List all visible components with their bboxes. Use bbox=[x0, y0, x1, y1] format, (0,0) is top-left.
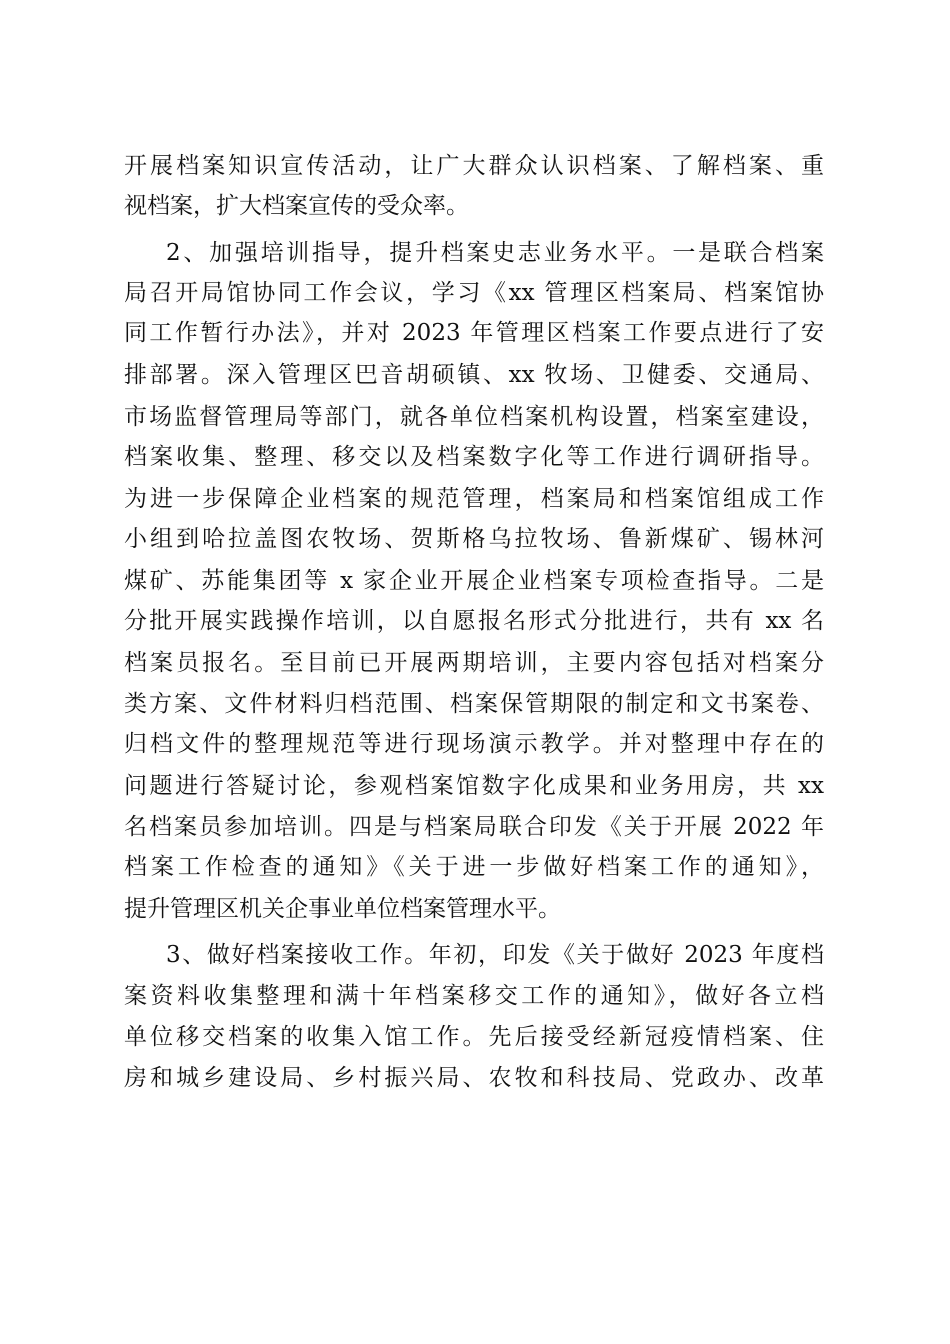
text-line-17: 名档案员参加培训。四是与档案局联合印发《关于开展 2022 年 bbox=[124, 814, 824, 840]
text-line-22: 单位移交档案的收集入馆工作。先后接受经新冠疫情档案、住 bbox=[124, 1024, 824, 1050]
text-line-10: 小组到哈拉盖图农牧场、贺斯格乌拉牧场、鲁新煤矿、锡林河 bbox=[124, 526, 824, 552]
text-line-12: 分批开展实践操作培训，以自愿报名形式分批进行，共有 xx 名 bbox=[124, 608, 824, 634]
text-line-15: 归档文件的整理规范等进行现场演示教学。并对整理中存在的 bbox=[124, 731, 824, 757]
text-line-13: 档案员报名。至目前已开展两期培训，主要内容包括对档案分 bbox=[124, 650, 824, 676]
text-line-6: 排部署。深入管理区巴音胡硕镇、xx 牧场、卫健委、交通局、 bbox=[124, 362, 824, 388]
text-line-7: 市场监督管理局等部门，就各单位档案机构设置，档案室建设， bbox=[124, 404, 824, 430]
text-line-3: 2、加强培训指导，提升档案史志业务水平。一是联合档案 bbox=[166, 240, 824, 266]
text-line-2: 视档案，扩大档案宣传的受众率。 bbox=[124, 193, 469, 219]
text-line-19: 提升管理区机关企事业单位档案管理水平。 bbox=[124, 896, 561, 922]
text-line-8: 档案收集、整理、移交以及档案数字化等工作进行调研指导。 bbox=[124, 444, 824, 470]
text-line-4: 局召开局馆协同工作会议，学习《xx 管理区档案局、档案馆协 bbox=[124, 280, 824, 306]
text-line-21: 案资料收集整理和满十年档案移交工作的通知》，做好各立档 bbox=[124, 983, 824, 1009]
text-line-20: 3、做好档案接收工作。年初，印发《关于做好 2023 年度档 bbox=[166, 942, 824, 968]
text-line-11: 煤矿、苏能集团等 x 家企业开展企业档案专项检查指导。二是 bbox=[124, 568, 824, 594]
text-line-9: 为进一步保障企业档案的规范管理，档案局和档案馆组成工作 bbox=[124, 486, 824, 512]
text-line-18: 档案工作检查的通知》《关于进一步做好档案工作的通知》， bbox=[124, 854, 824, 880]
text-line-5: 同工作暂行办法》，并对 2023 年管理区档案工作要点进行了安 bbox=[124, 320, 824, 346]
text-line-1: 开展档案知识宣传活动，让广大群众认识档案、了解档案、重 bbox=[124, 153, 824, 179]
text-line-23: 房和城乡建设局、乡村振兴局、农牧和科技局、党政办、改革 bbox=[124, 1065, 824, 1091]
text-line-16: 问题进行答疑讨论，参观档案馆数字化成果和业务用房，共 xx bbox=[124, 773, 824, 799]
text-line-14: 类方案、文件材料归档范围、档案保管期限的制定和文书案卷、 bbox=[124, 691, 824, 717]
